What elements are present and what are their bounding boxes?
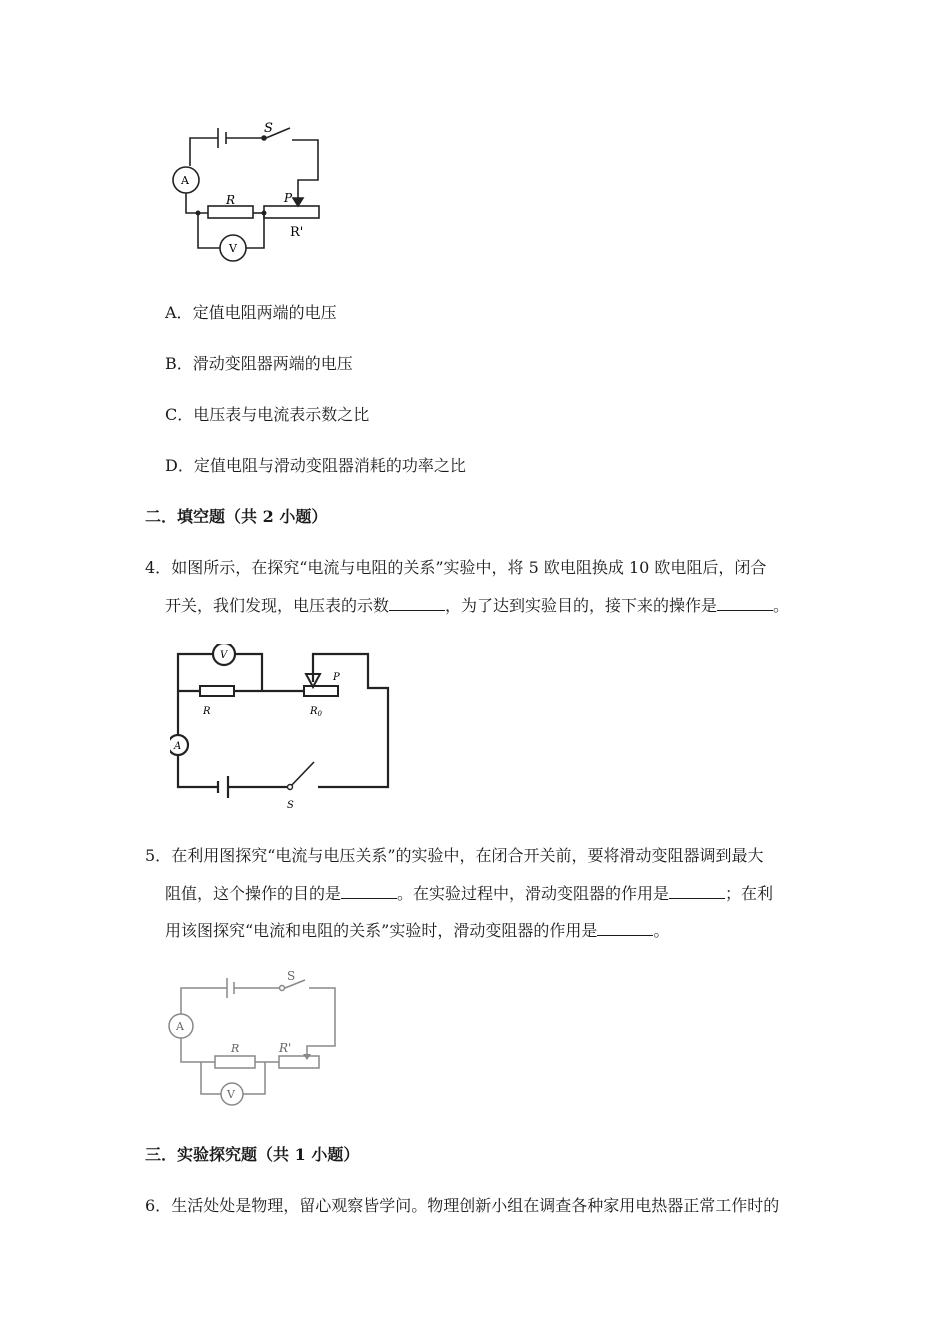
question-5-line-3: 用该图探究“电流和电阻的关系”实验时，滑动变阻器的作用是 。 (165, 921, 670, 940)
answer-blank[interactable] (389, 596, 445, 611)
question-4-line-2: 开关，我们发现，电压表的示数 ，为了达到实验目的，接下来的操作是 。 (165, 596, 790, 615)
switch-label: S (287, 800, 294, 811)
ammeter-label: A (181, 174, 189, 187)
ammeter-label: A (176, 1020, 184, 1033)
slider-label: P (284, 191, 293, 205)
resistor-label: R (231, 1042, 240, 1055)
rheostat-label: R' (290, 225, 304, 240)
question-5-line-1: 5．在利用图探究“电流与电压关系”的实验中，在闭合开关前，要将滑动变阻器调到最大 (145, 846, 764, 865)
section-3-heading: 三．实验探究题（共 1 小题） (145, 1145, 360, 1164)
circuit-figure-3 (165, 966, 345, 1111)
question-5-line-2: 阻值，这个操作的目的是 。在实验过程中，滑动变阻器的作用是 ；在利 (165, 884, 774, 903)
voltmeter-label: V (229, 242, 237, 255)
rheostat-label: $R_0$ (310, 706, 322, 718)
option-b: B．滑动变阻器两端的电压 (165, 354, 353, 373)
switch-label: S (264, 121, 273, 136)
voltmeter-label: V (220, 650, 228, 661)
question-6-line-1: 6．生活处处是物理，留心观察皆学问。物理创新小组在调查各种家用电热器正常工作时的 (145, 1196, 780, 1215)
question-4-line-1: 4．如图所示，在探究“电流与电阻的关系”实验中，将 5 欧电阻换成 10 欧电阻后，闭合 (145, 558, 767, 577)
resistor-label: R (203, 706, 211, 717)
option-d: D．定值电阻与滑动变阻器消耗的功率之比 (165, 456, 466, 475)
answer-blank[interactable] (717, 596, 773, 611)
option-a: A．定值电阻两端的电压 (165, 303, 337, 322)
switch-label: S (287, 969, 296, 983)
ammeter-label: A (174, 741, 182, 752)
circuit-figure-1 (160, 118, 330, 268)
answer-blank[interactable] (341, 884, 397, 899)
rheostat-label: R' (279, 1041, 292, 1055)
voltmeter-label: V (227, 1088, 235, 1101)
section-2-heading: 二．填空题（共 2 小题） (145, 507, 328, 526)
circuit-figure-2 (170, 644, 400, 814)
option-c: C．电压表与电流表示数之比 (165, 405, 370, 424)
slider-label: P (333, 672, 340, 683)
resistor-label: R (226, 193, 236, 207)
answer-blank[interactable] (597, 921, 653, 936)
answer-blank[interactable] (669, 884, 725, 899)
